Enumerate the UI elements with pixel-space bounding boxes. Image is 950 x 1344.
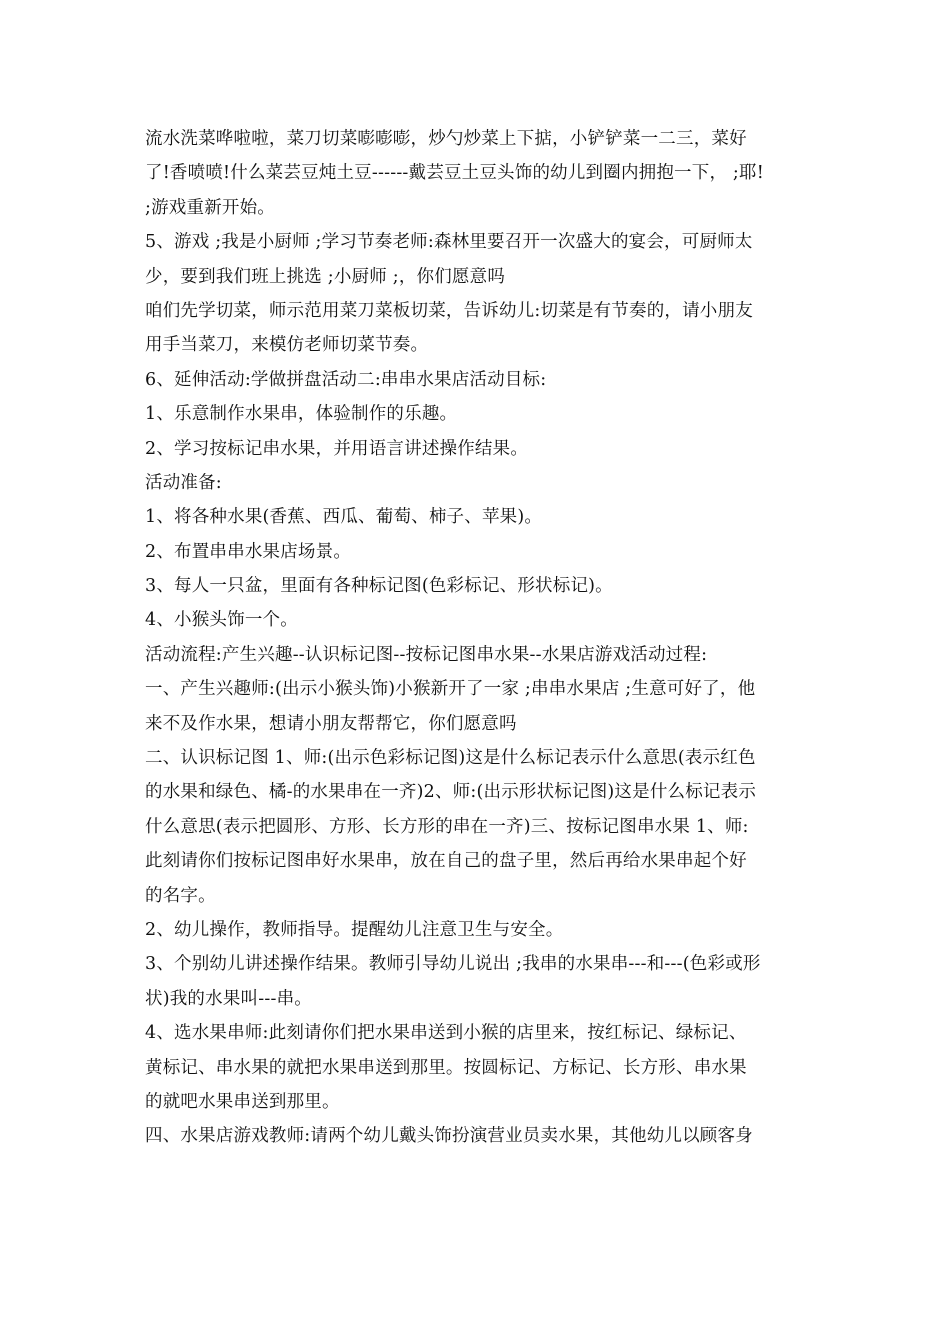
text-line: 4、选水果串师:此刻请你们把水果串送到小猴的店里来，按红标记、绿标记、: [145, 1023, 747, 1044]
text-line: 黄标记、串水果的就把水果串送到那里。按圆标记、方标记、长方形、串水果: [145, 1057, 747, 1078]
text-line: 6、延伸活动:学做拼盘活动二:串串水果店活动目标:: [145, 369, 547, 390]
text-line: ;游戏重新开始。: [145, 197, 275, 218]
text-line: 用手当菜刀，来模仿老师切菜节奏。: [145, 335, 429, 356]
text-line: 5、游戏 ;我是小厨师 ;学习节奏老师:森林里要召开一次盛大的宴会，可厨师太: [145, 232, 753, 253]
text-line: 什么意思(表示把圆形、方形、长方形的串在一齐)三、按标记图串水果 1、师:: [145, 816, 749, 837]
text-line: 此刻请你们按标记图串好水果串，放在自己的盘子里，然后再给水果串起个好: [145, 851, 747, 872]
text-line: 来不及作水果，想请小朋友帮帮它，你们愿意吗: [145, 713, 517, 734]
text-line: 状)我的水果叫---串。: [145, 988, 312, 1009]
text-line: 二、认识标记图 1、师:(出示色彩标记图)这是什么标记表示什么意思(表示红色: [145, 748, 756, 769]
text-line: 少，要到我们班上挑选 ;小厨师 ;，你们愿意吗: [145, 266, 506, 287]
text-line: 活动准备:: [145, 472, 222, 493]
text-line: 一、产生兴趣师:(出示小猴头饰)小猴新开了一家 ;串串水果店 ;生意可好了，他: [145, 679, 756, 700]
text-line: 了!香喷喷!什么菜芸豆炖土豆------戴芸豆土豆头饰的幼儿到圈内拥抱一下， ;耶!: [145, 163, 764, 184]
text-line: 四、水果店游戏教师:请两个幼儿戴头饰扮演营业员卖水果，其他幼儿以顾客身: [145, 1126, 753, 1147]
text-line: 活动流程:产生兴趣--认识标记图--按标记图串水果--水果店游戏活动过程:: [145, 644, 708, 665]
document-body: [145, 122, 810, 1154]
text-line: 的就吧水果串送到那里。: [145, 1091, 340, 1112]
text-line: 1、乐意制作水果串，体验制作的乐趣。: [145, 404, 458, 425]
text-line: 3、个别幼儿讲述操作结果。教师引导幼儿说出 ;我串的水果串---和---(色彩或形: [145, 954, 761, 975]
text-line: 2、学习按标记串水果，并用语言讲述操作结果。: [145, 438, 529, 459]
text-line: 的水果和绿色、橘-的水果串在一齐)2、师:(出示形状标记图)这是什么标记表示: [145, 782, 757, 803]
text-line: 流水洗菜哗啦啦，菜刀切菜嘭嘭嘭，炒勺炒菜上下掂，小铲铲菜一二三，菜好: [145, 129, 747, 149]
text-line: 咱们先学切菜，师示范用菜刀菜板切菜，告诉幼儿:切菜是有节奏的，请小朋友: [145, 300, 753, 321]
text-line: 的名字。: [145, 885, 216, 906]
text-line: 2、布置串串水果店场景。: [145, 541, 352, 562]
text-line: 2、幼儿操作，教师指导。提醒幼儿注意卫生与安全。: [145, 919, 564, 940]
text-line: 1、将各种水果(香蕉、西瓜、葡萄、柿子、苹果)。: [145, 507, 543, 528]
text-line: 4、小猴头饰一个。: [145, 610, 298, 631]
text-line: 3、每人一只盆，里面有各种标记图(色彩标记、形状标记)。: [145, 576, 613, 597]
